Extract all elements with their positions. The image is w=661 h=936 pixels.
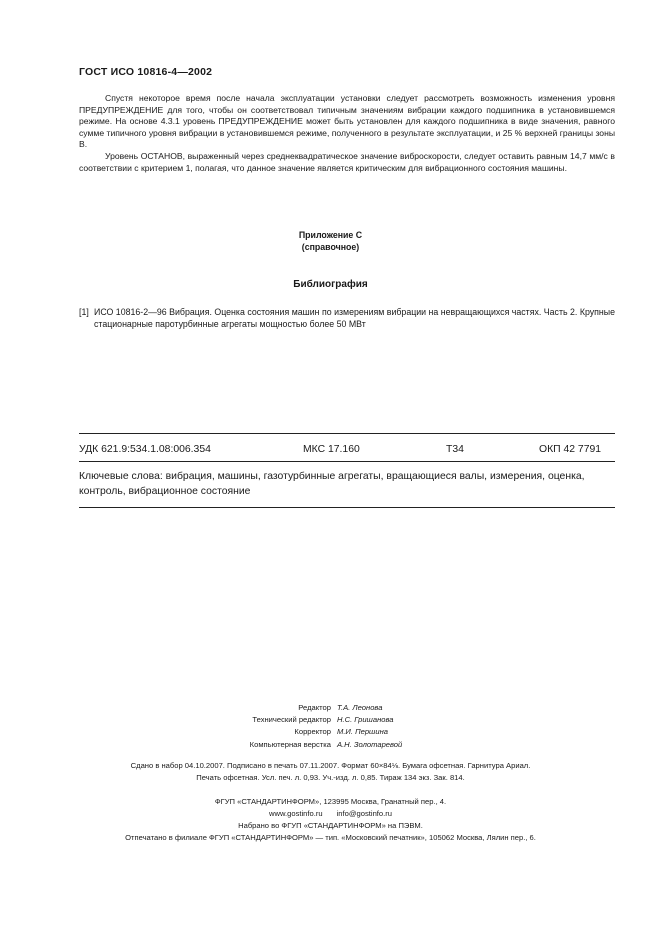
credit-label: Корректор: [294, 727, 331, 737]
print-info-line: Сдано в набор 04.10.2007. Подписано в печать 07.11.2007. Формат 60×84⅛. Бумага офсетная. Гарнитура Ариал.: [130, 761, 531, 770]
credits: [0, 702, 661, 751]
mks-code: МКС 17.160: [303, 444, 360, 455]
bibliography-entry: [79, 306, 615, 330]
publisher-address: ФГУП «СТАНДАРТИНФОРМ», 123995 Москва, Гранатный пер., 4.: [214, 797, 447, 806]
paragraph: Уровень ОСТАНОВ, выраженный через среднеквадратическое значение виброскорости, следует оставить равным 14,7 мм/с в соответствии с критерием 1, полагая, что данное значение является критическим для вибрационного состояния машины.: [79, 150, 615, 173]
appendix-subtitle: (справочное): [301, 242, 360, 252]
credit-row: [0, 702, 661, 714]
credit-name: Т.А. Леонова: [337, 703, 383, 712]
credit-name: Н.С. Гришанова: [337, 715, 394, 725]
typeset-note: Набрано во ФГУП «СТАНДАРТИНФОРМ» на ПЭВМ.: [238, 821, 423, 830]
bibliography-list: [79, 306, 615, 330]
print-info-line: Печать офсетная. Усл. печ. л. 0,93. Уч.-изд. л. 0,85. Тираж 134 экз. Зак. 814.: [196, 773, 465, 782]
divider: [79, 461, 615, 462]
udk-code: УДК 621.9:534.1.08:006.354: [79, 444, 211, 455]
credit-row: [0, 714, 661, 726]
printing-note: Отпечатано в филиале ФГУП «СТАНДАРТИНФОРМ» — тип. «Московский печатник», 105062 Москва, Лялин пер., 6.: [125, 833, 536, 842]
credit-name: М.И. Першина: [337, 727, 388, 737]
divider: [79, 433, 615, 434]
entry-number: [1]: [79, 307, 89, 317]
divider: [79, 507, 615, 508]
okp-code: ОКП 42 7791: [539, 444, 602, 455]
credit-label: Технический редактор: [252, 715, 331, 725]
appendix-title: Приложение С: [298, 230, 363, 240]
credit-name: А.Н. Золотаревой: [337, 739, 403, 749]
credit-row: [0, 726, 661, 738]
publisher-contacts: [0, 808, 661, 820]
document-header: ГОСТ ИСО 10816-4—2002: [79, 66, 213, 78]
bibliography-title: Библиография: [293, 279, 368, 290]
publisher-website: www.gostinfo.ru: [268, 809, 323, 818]
paragraph: Спустя некоторое время после начала эксплуатации установки следует рассмотреть возможность изменения уровня ПРЕДУПРЕЖДЕНИЕ для того, чтобы он соответствовал типичным значениям вибрации каждого подшипника в установившемся режиме. На основе 4.3.1 уровень ПРЕДУПРЕЖДЕНИЕ может быть установлен для каждого подшипника в виде значения, равного сумме типичного уровня вибрации в установившемся режиме, полученного в результате эксплуатации, и 25 % верхней границы зоны В.: [79, 93, 615, 150]
t-code: Т34: [446, 444, 464, 455]
credit-row: [0, 739, 661, 751]
publisher-email: info@gostinfo.ru: [336, 809, 393, 818]
keywords: Ключевые слова: вибрация, машины, газотурбинные агрегаты, вращающиеся валы, измерения, оценка, контроль, вибрационное состояние: [79, 471, 585, 497]
entry-text: ИСО 10816-2—96 Вибрация. Оценка состояния машин по измерениям вибрации на невращающихся частях. Часть 2. Крупные стационарные паротурбинные агрегаты мощностью более 50 МВт: [94, 307, 615, 329]
credit-label: Редактор: [298, 703, 331, 712]
credit-label: Компьютерная верстка: [249, 739, 331, 749]
body-text: [79, 93, 615, 174]
